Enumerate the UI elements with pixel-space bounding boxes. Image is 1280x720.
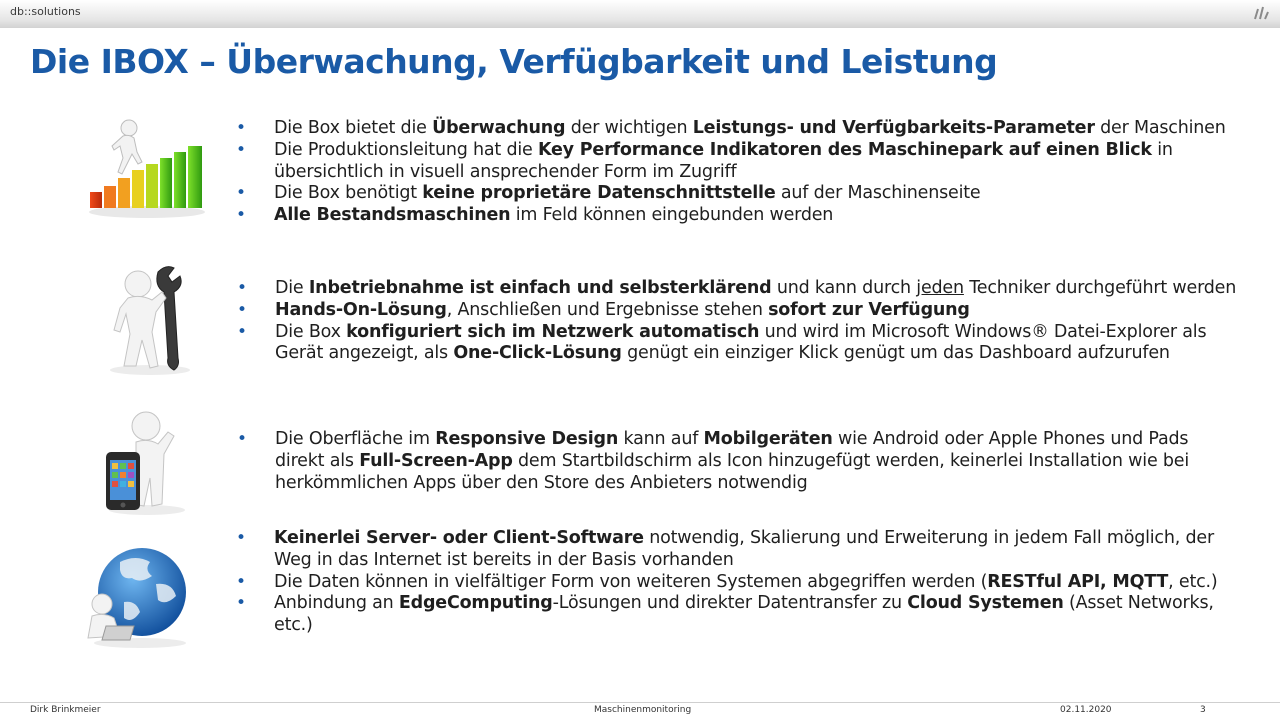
text: der wichtigen (565, 118, 693, 138)
bullet-item (236, 118, 1236, 140)
underlined-text: jeden (916, 278, 964, 298)
text: Die Produktionsleitung hat die (274, 139, 538, 160)
bullet-icon: • (236, 183, 246, 204)
text: Die (275, 278, 309, 298)
bullet-icon: • (236, 205, 246, 226)
bold-text: keine proprietäre Datenschnittstelle (422, 183, 776, 204)
smartphone-figure-icon (102, 408, 192, 516)
bullet-icon: • (237, 299, 247, 320)
bullet-icon: • (236, 139, 246, 160)
bullet-item (237, 429, 1237, 494)
bullet-item (236, 593, 1236, 637)
text: Techniker durchgeführt werden (963, 278, 1237, 298)
text: notwendig, Skalierung und Erweiterung in jedem Fall möglich, der Weg in das Internet ist bereits in der Basis vorhanden (274, 528, 1214, 570)
text: der Maschinen (1094, 118, 1226, 138)
text: Anbindung an (274, 593, 399, 614)
bold-text: sofort zur Verfügung (768, 299, 970, 320)
text: , etc.) (1168, 571, 1218, 592)
text: wie Android oder Apple Phones und Pads direkt als (275, 429, 1189, 471)
bold-text: RESTful API, MQTT (987, 571, 1169, 592)
text: Die Box bietet die (274, 118, 433, 138)
bullet-item (237, 322, 1237, 366)
bold-text: Inbetriebnahme ist einfach und selbsterklärend (308, 278, 772, 298)
text: und wird im Microsoft Windows® Datei-Explorer als Gerät angezeigt, als (275, 321, 1207, 364)
bullet-item (237, 300, 1237, 322)
text: Die Box benötigt (274, 183, 423, 204)
text: kann auf (618, 429, 704, 449)
bullet-item (236, 528, 1236, 572)
bullet-item (236, 205, 1236, 227)
bullet-item (237, 278, 1237, 300)
footer-divider (0, 702, 1280, 703)
text: Die Box (275, 321, 347, 342)
bullet-list (237, 278, 1237, 365)
bullet-icon: • (237, 278, 247, 298)
bold-text: Alle Bestandsmaschinen (274, 205, 511, 226)
slide-title: Die IBOX – Überwachung, Verfügbarkeit und Leistung (30, 42, 998, 81)
globe-laptop-figure-icon (80, 540, 190, 650)
bold-text: Überwachung (432, 118, 566, 138)
footer-topic: Maschinenmonitoring (594, 705, 692, 715)
section-setup (237, 278, 1237, 365)
bullet-icon: • (236, 571, 246, 592)
bullet-icon: • (236, 593, 246, 614)
header-bar (0, 0, 1280, 28)
footer-author: Dirk Brinkmeier (30, 705, 101, 715)
text: in übersichtlich in visuell ansprechender Form im Zugriff (274, 139, 1173, 182)
bold-text: One-Click-Lösung (453, 343, 622, 364)
bullet-icon: • (237, 321, 247, 342)
bullet-item (236, 140, 1236, 184)
text: genügt ein einziger Klick genügt um das Dashboard aufzurufen (621, 343, 1170, 364)
bullet-list (236, 528, 1236, 637)
bullet-list (237, 429, 1237, 494)
bullet-icon: • (236, 118, 246, 138)
section-monitoring (236, 118, 1236, 227)
bold-text: Cloud Systemen (907, 593, 1064, 614)
text: , Anschließen und Ergebnisse stehen (446, 299, 769, 320)
bullet-item (236, 183, 1236, 205)
bold-text: Responsive Design (435, 429, 619, 449)
footer-page-number: 3 (1200, 705, 1206, 715)
bold-text: Mobilgeräten (703, 429, 833, 449)
text: Die Daten können in vielfältiger Form von weiteren Systemen abgegriffen werden ( (274, 571, 988, 592)
bullet-item (236, 572, 1236, 594)
section-integration (236, 528, 1236, 637)
brand-label: db::solutions (10, 5, 81, 18)
bold-text: konfiguriert sich im Netzwerk automatisch (346, 321, 760, 342)
text: auf der Maschinenseite (775, 183, 981, 204)
text: (Asset Networks, etc.) (274, 593, 1214, 636)
section-mobile (237, 429, 1237, 494)
bullet-icon: • (236, 528, 246, 548)
text: dem Startbildschirm als Icon hinzugefügt werden, keinerlei Installation wie bei herkömmlichen Apps über den Store des Anbieters notwendig (275, 450, 1190, 493)
bold-text: Hands-On-Lösung (275, 299, 447, 320)
text: und kann durch (771, 278, 917, 298)
bars-logo-icon (1254, 6, 1270, 20)
text: im Feld können eingebunden werden (510, 205, 834, 226)
wrench-figure-icon (100, 262, 200, 377)
bold-text: EdgeComputing (398, 593, 553, 614)
text: -Lösungen und direkter Datentransfer zu (552, 593, 908, 614)
bullet-list (236, 118, 1236, 227)
growth-chart-figure-icon (82, 112, 212, 222)
bullet-icon: • (237, 429, 247, 449)
bold-text: Key Performance Indikatoren des Maschinepark auf einen Blick (537, 139, 1152, 160)
bold-text: Full-Screen-App (359, 450, 513, 471)
bold-text: Leistungs- und Verfügbarkeits-Parameter (692, 118, 1095, 138)
text: Die Oberfläche im (275, 429, 436, 449)
footer-date: 02.11.2020 (1060, 705, 1112, 715)
bold-text: Keinerlei Server- oder Client-Software (274, 528, 644, 548)
